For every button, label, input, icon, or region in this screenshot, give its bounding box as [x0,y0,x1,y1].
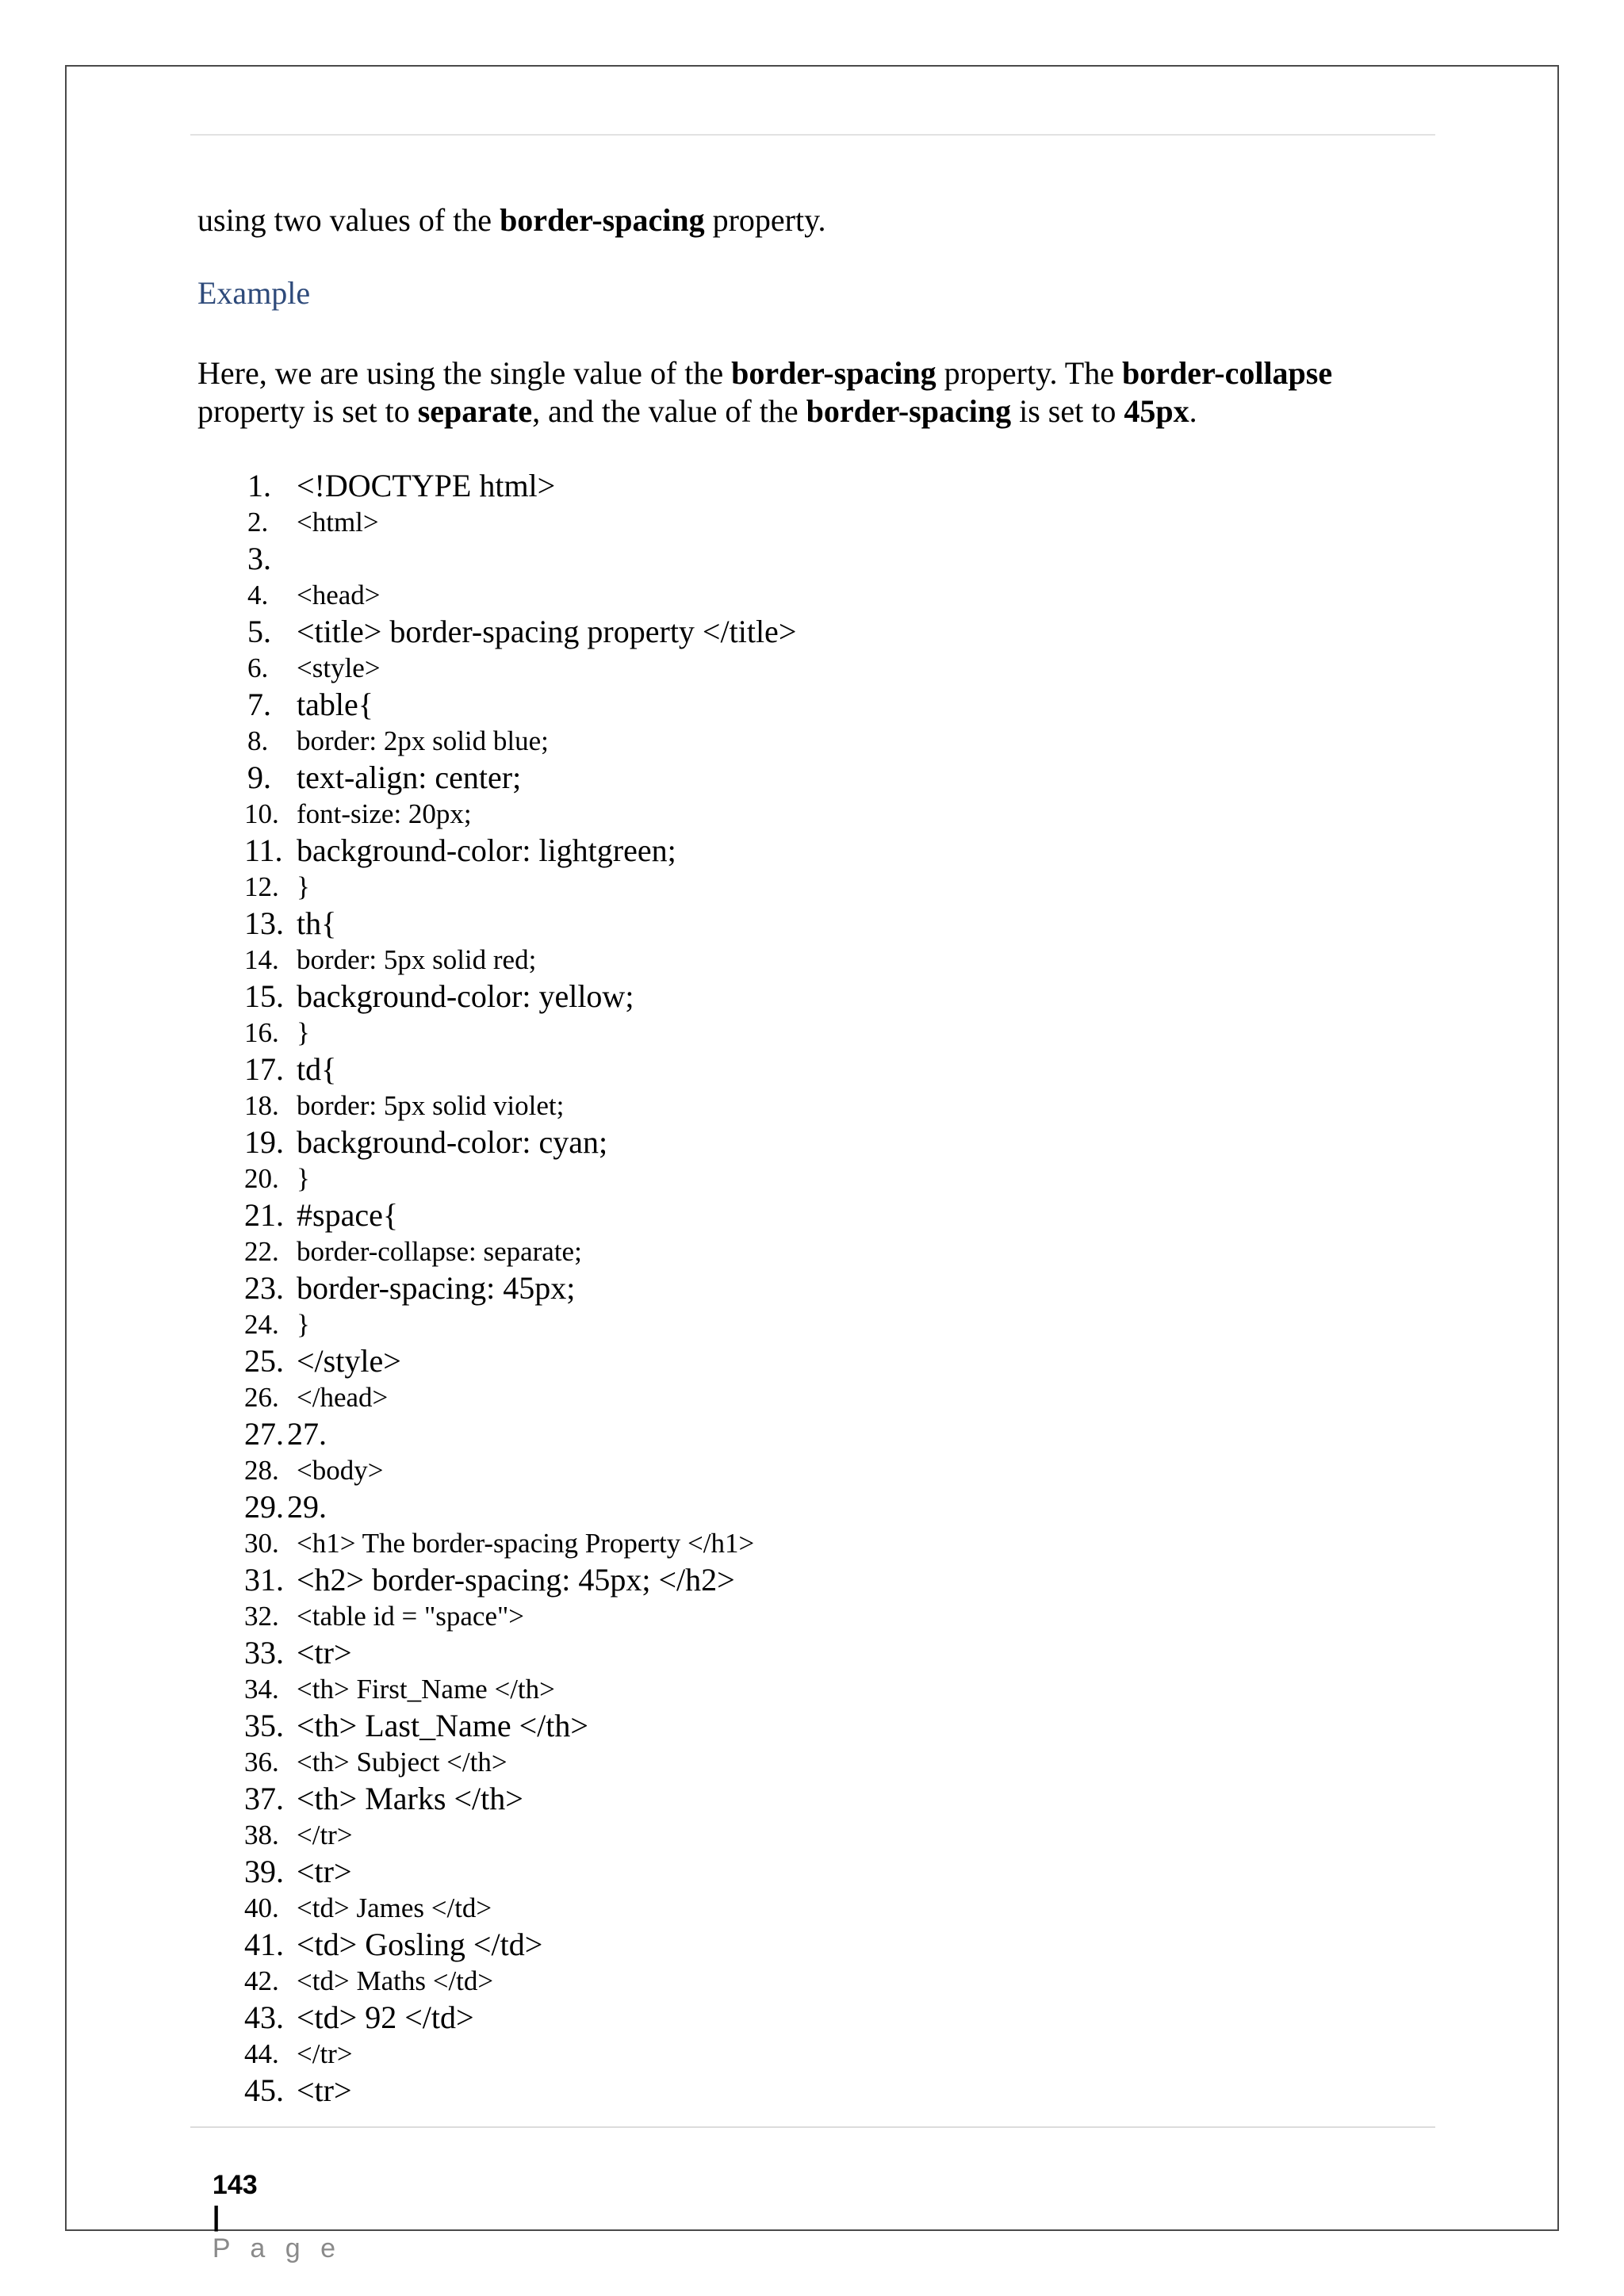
line-code: 27. [287,1416,327,1452]
line-code: <tr> [297,2072,352,2108]
line-code: <title> border-spacing property </title> [297,614,797,649]
line-code: border: 5px solid violet; [297,1090,565,1121]
line-code: border-collapse: separate; [297,1236,582,1267]
line-number: 30. [244,1528,279,1559]
line-code: <th> Subject </th> [297,1747,508,1777]
line-number: 27. [244,1416,284,1452]
line-code: 29. [287,1489,327,1525]
line-code: border: 2px solid blue; [297,725,549,756]
line-number: 14. [244,944,279,975]
line-code: <html> [297,507,379,538]
line-number: 31. [244,1562,284,1598]
bold-term: border-spacing [500,202,705,238]
line-code: background-color: lightgreen; [297,832,676,868]
line-code: th{ [297,905,337,941]
paragraph-line-2 [197,392,1434,430]
line-code: <th> Last_Name </th> [297,1708,588,1743]
line-number: 23. [244,1270,284,1306]
line-code: } [297,1309,310,1340]
line-code: <table id = "space"> [297,1601,525,1632]
line-code: </head> [297,1382,389,1413]
line-code: <td> Gosling </td> [297,1927,543,1962]
paragraph-line-1 [197,354,1434,392]
text-run: , and the value of the [532,393,806,429]
line-code: text-align: center; [297,760,522,795]
line-number: 38. [244,1820,279,1850]
line-code: background-color: cyan; [297,1124,608,1160]
footer-separator: | [212,2202,220,2232]
line-code: <h2> border-spacing: 45px; </h2> [297,1562,735,1598]
page-word: P a g e [212,2233,343,2263]
line-number: 18. [244,1090,279,1121]
line-code: <body> [297,1455,384,1486]
bold-term: border-spacing [731,355,936,391]
line-number: 45. [244,2072,284,2108]
line-number: 33. [244,1635,284,1670]
line-number: 5. [247,614,271,649]
line-number: 40. [244,1892,279,1923]
line-number: 6. [247,652,269,683]
text-run: is set to [1011,393,1124,429]
line-code: } [297,871,310,902]
line-number: 36. [244,1747,279,1777]
line-code: background-color: yellow; [297,978,634,1014]
line-number: 12. [244,871,279,902]
line-number: 21. [244,1197,284,1233]
line-code: } [297,1163,310,1194]
line-code: <th> Marks </th> [297,1781,523,1816]
line-code: #space{ [297,1197,399,1233]
line-code: <td> 92 </td> [297,1999,474,2035]
line-number: 35. [244,1708,284,1743]
line-number: 15. [244,978,284,1014]
line-code: <td> Maths </td> [297,1965,494,1996]
line-code: font-size: 20px; [297,798,472,829]
intro-line [197,201,1434,239]
line-code: <h1> The border-spacing Property </h1> [297,1528,755,1559]
bold-term: border-spacing [806,393,1012,429]
text-run: property. The [936,355,1122,391]
line-code: border-spacing: 45px; [297,1270,576,1306]
line-number: 37. [244,1781,284,1816]
line-number: 19. [244,1124,284,1160]
text-run: property is set to [197,393,418,429]
text-run: using two values of the [197,202,500,238]
page-footer [197,2137,342,2264]
bold-term: 45px [1124,393,1189,429]
line-code: table{ [297,687,373,722]
line-number: 44. [244,2038,279,2069]
line-code: <head> [297,580,381,610]
line-number: 2. [247,507,269,538]
line-number: 28. [244,1455,279,1486]
text-run: property. [704,202,826,238]
line-number: 13. [244,905,284,941]
line-number: 16. [244,1017,279,1048]
line-number: 1. [247,468,271,503]
line-number: 41. [244,1927,284,1962]
line-code: <!DOCTYPE html> [297,468,556,503]
page-number: 143 [212,2170,258,2200]
line-number: 11. [244,832,283,868]
line-number: 20. [244,1163,279,1194]
line-code: </tr> [297,1820,353,1850]
line-code: <th> First_Name </th> [297,1674,555,1705]
line-code: } [297,1017,310,1048]
line-number: 7. [247,687,271,722]
footer-rule [190,2126,1435,2128]
line-number: 25. [244,1343,284,1379]
text-run: . [1189,393,1197,429]
bold-term: border-collapse [1121,355,1333,391]
line-number: 32. [244,1601,279,1632]
line-number: 3. [247,541,271,576]
line-code: <tr> [297,1635,352,1670]
text-run: Here, we are using the single value of the [197,355,732,391]
line-number: 17. [244,1051,284,1087]
line-number: 39. [244,1854,284,1889]
header-rule [190,134,1435,136]
line-code: <td> James </td> [297,1892,492,1923]
line-number: 26. [244,1382,279,1413]
line-number: 29. [244,1489,284,1525]
line-code: td{ [297,1051,337,1087]
line-code: border: 5px solid red; [297,944,537,975]
line-number: 43. [244,1999,284,2035]
bold-term: separate [417,393,533,429]
line-number: 24. [244,1309,279,1340]
line-code: <tr> [297,1854,352,1889]
line-number: 4. [247,580,269,610]
line-number: 34. [244,1674,279,1705]
line-number: 22. [244,1236,279,1267]
line-code: <style> [297,652,381,683]
line-code: </style> [297,1343,401,1379]
line-code: </tr> [297,2038,353,2069]
line-number: 8. [247,725,269,756]
line-number: 9. [247,760,271,795]
line-number: 42. [244,1965,279,1996]
example-heading: Example [197,275,311,311]
line-number: 10. [244,798,279,829]
